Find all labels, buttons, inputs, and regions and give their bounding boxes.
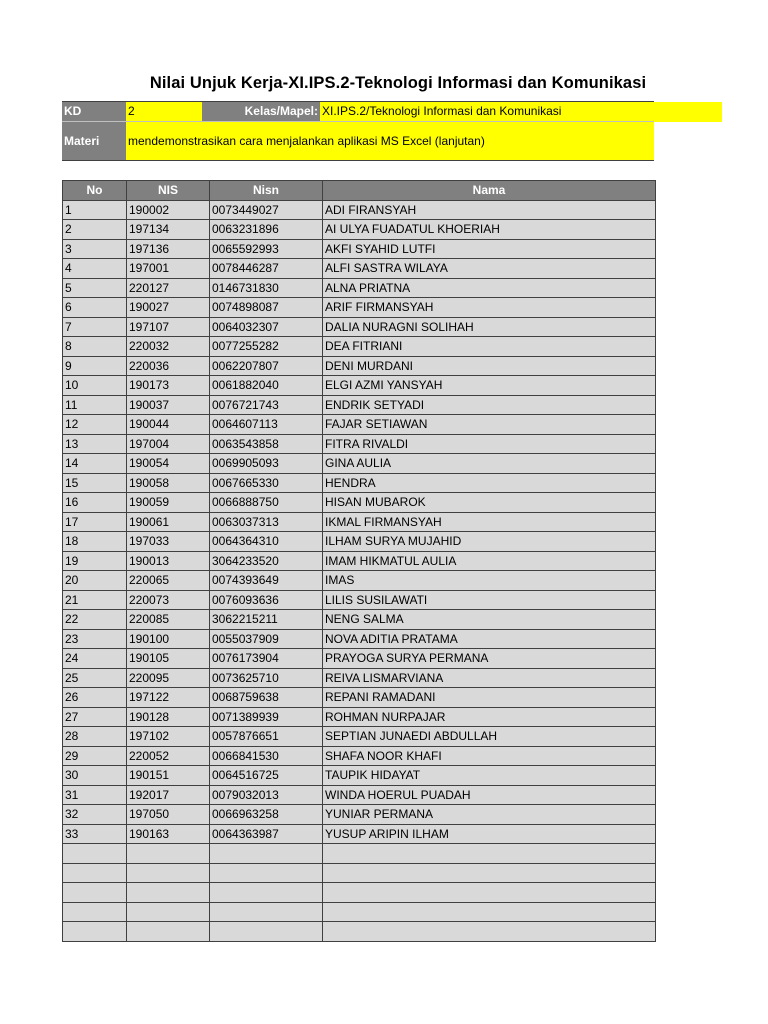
- cell-nama[interactable]: HISAN MUBAROK: [323, 493, 656, 513]
- cell-nisn[interactable]: 0064607113: [210, 415, 323, 435]
- table-row: [63, 863, 656, 883]
- cell-nisn[interactable]: 0063543858: [210, 434, 323, 454]
- cell-nama[interactable]: IMAS: [323, 571, 656, 591]
- table-row: [63, 278, 656, 298]
- cell-no[interactable]: 18: [63, 532, 127, 552]
- table-row: [63, 298, 656, 318]
- cell-no[interactable]: [63, 863, 127, 883]
- cell-no[interactable]: 19: [63, 551, 127, 571]
- cell-nis[interactable]: [127, 883, 210, 903]
- cell-nisn[interactable]: 0055037909: [210, 629, 323, 649]
- cell-nisn[interactable]: 0062207807: [210, 356, 323, 376]
- table-row: [63, 844, 656, 864]
- table-row: [63, 883, 656, 903]
- cell-nisn[interactable]: 0074898087: [210, 298, 323, 318]
- table-row: [63, 395, 656, 415]
- table-row: [63, 727, 656, 747]
- table-row: [63, 493, 656, 513]
- cell-nis[interactable]: 197136: [127, 239, 210, 259]
- column-header-nama[interactable]: Nama: [323, 181, 656, 201]
- cell-no[interactable]: 26: [63, 688, 127, 708]
- cell-nama[interactable]: NOVA ADITIA PRATAMA: [323, 629, 656, 649]
- table-row: [63, 668, 656, 688]
- cell-no[interactable]: [63, 902, 127, 922]
- table-row: [63, 629, 656, 649]
- cell-nisn[interactable]: 0068759638: [210, 688, 323, 708]
- table-row: [63, 454, 656, 474]
- table-row: [63, 688, 656, 708]
- table-row: [63, 259, 656, 279]
- cell-nis[interactable]: [127, 922, 210, 942]
- cell-nis[interactable]: 190151: [127, 766, 210, 786]
- cell-no[interactable]: 13: [63, 434, 127, 454]
- cell-no[interactable]: 12: [63, 415, 127, 435]
- table-row: [63, 746, 656, 766]
- cell-nama[interactable]: YUNIAR PERMANA: [323, 805, 656, 825]
- cell-nis[interactable]: 197001: [127, 259, 210, 279]
- cell-no[interactable]: 6: [63, 298, 127, 318]
- cell-nis[interactable]: 190037: [127, 395, 210, 415]
- cell-no[interactable]: 25: [63, 668, 127, 688]
- cell-nisn[interactable]: 0064516725: [210, 766, 323, 786]
- cell-nisn[interactable]: 0066963258: [210, 805, 323, 825]
- cell-nis[interactable]: [127, 863, 210, 883]
- cell-nis[interactable]: 197033: [127, 532, 210, 552]
- cell-nisn[interactable]: 0079032013: [210, 785, 323, 805]
- cell-nama[interactable]: AI ULYA FUADATUL KHOERIAH: [323, 220, 656, 240]
- cell-nisn[interactable]: 0076173904: [210, 649, 323, 669]
- cell-nama[interactable]: DALIA NURAGNI SOLIHAH: [323, 317, 656, 337]
- cell-nis[interactable]: 197107: [127, 317, 210, 337]
- cell-nisn[interactable]: 0063231896: [210, 220, 323, 240]
- cell-no[interactable]: 22: [63, 610, 127, 630]
- cell-nama[interactable]: GINA AULIA: [323, 454, 656, 474]
- cell-nama[interactable]: REPANI RAMADANI: [323, 688, 656, 708]
- cell-no[interactable]: 16: [63, 493, 127, 513]
- cell-nama[interactable]: HENDRA: [323, 473, 656, 493]
- cell-nisn[interactable]: 0065592993: [210, 239, 323, 259]
- cell-no[interactable]: 29: [63, 746, 127, 766]
- cell-nama[interactable]: ILHAM SURYA MUJAHID: [323, 532, 656, 552]
- cell-nis[interactable]: 220065: [127, 571, 210, 591]
- cell-no[interactable]: 27: [63, 707, 127, 727]
- cell-nis[interactable]: [127, 902, 210, 922]
- cell-nisn[interactable]: 0064363987: [210, 824, 323, 844]
- column-header-nis[interactable]: NIS: [127, 181, 210, 201]
- cell-no[interactable]: [63, 922, 127, 942]
- cell-nisn[interactable]: 0063037313: [210, 512, 323, 532]
- cell-nama[interactable]: DENI MURDANI: [323, 356, 656, 376]
- cell-nis[interactable]: 190013: [127, 551, 210, 571]
- cell-nisn[interactable]: 0064364310: [210, 532, 323, 552]
- cell-nisn[interactable]: 0076093636: [210, 590, 323, 610]
- cell-no[interactable]: 2: [63, 220, 127, 240]
- cell-nisn[interactable]: 0064032307: [210, 317, 323, 337]
- cell-nisn[interactable]: 0078446287: [210, 259, 323, 279]
- cell-nisn[interactable]: 3064233520: [210, 551, 323, 571]
- cell-no[interactable]: 10: [63, 376, 127, 396]
- table-row: [63, 220, 656, 240]
- cell-no[interactable]: 23: [63, 629, 127, 649]
- cell-nis[interactable]: 197004: [127, 434, 210, 454]
- cell-no[interactable]: 15: [63, 473, 127, 493]
- cell-no[interactable]: [63, 883, 127, 903]
- cell-no[interactable]: 17: [63, 512, 127, 532]
- table-row: [63, 707, 656, 727]
- column-header-nisn[interactable]: Nisn: [210, 181, 323, 201]
- cell-nisn[interactable]: [210, 844, 323, 864]
- table-row: [63, 590, 656, 610]
- materi-value[interactable]: mendemonstrasikan cara menjalankan aplikasi MS Excel (lanjutan): [126, 122, 654, 160]
- cell-nisn[interactable]: 0067665330: [210, 473, 323, 493]
- cell-nis[interactable]: 190027: [127, 298, 210, 318]
- cell-no[interactable]: 30: [63, 766, 127, 786]
- table-row: [63, 239, 656, 259]
- cell-nama[interactable]: DEA FITRIANI: [323, 337, 656, 357]
- cell-nama[interactable]: [323, 863, 656, 883]
- table-row: [63, 551, 656, 571]
- cell-no[interactable]: [63, 844, 127, 864]
- cell-nama[interactable]: ALNA PRIATNA: [323, 278, 656, 298]
- cell-nis[interactable]: 220073: [127, 590, 210, 610]
- table-row: [63, 512, 656, 532]
- cell-nis[interactable]: 220085: [127, 610, 210, 630]
- cell-nama[interactable]: ROHMAN NURPAJAR: [323, 707, 656, 727]
- table-row: [63, 337, 656, 357]
- cell-nama[interactable]: LILIS SUSILAWATI: [323, 590, 656, 610]
- cell-no[interactable]: 11: [63, 395, 127, 415]
- cell-nama[interactable]: [323, 902, 656, 922]
- cell-nisn[interactable]: 0057876651: [210, 727, 323, 747]
- table-row: [63, 610, 656, 630]
- cell-no[interactable]: 1: [63, 200, 127, 220]
- cell-nama[interactable]: FAJAR SETIAWAN: [323, 415, 656, 435]
- page-title: Nilai Unjuk Kerja-XI.IPS.2-Teknologi Informasi dan Komunikasi: [149, 74, 647, 92]
- cell-nama[interactable]: WINDA HOERUL PUADAH: [323, 785, 656, 805]
- cell-nisn[interactable]: 0066841530: [210, 746, 323, 766]
- cell-nis[interactable]: 190061: [127, 512, 210, 532]
- cell-nama[interactable]: IKMAL FIRMANSYAH: [323, 512, 656, 532]
- cell-nisn[interactable]: 0077255282: [210, 337, 323, 357]
- cell-nama[interactable]: YUSUP ARIPIN ILHAM: [323, 824, 656, 844]
- cell-nis[interactable]: 190128: [127, 707, 210, 727]
- cell-nisn[interactable]: [210, 922, 323, 942]
- cell-nis[interactable]: 197122: [127, 688, 210, 708]
- cell-nis[interactable]: 190044: [127, 415, 210, 435]
- cell-nis[interactable]: 220095: [127, 668, 210, 688]
- table-row: [63, 649, 656, 669]
- cell-no[interactable]: 24: [63, 649, 127, 669]
- table-row: [63, 473, 656, 493]
- cell-nama[interactable]: SEPTIAN JUNAEDI ABDULLAH: [323, 727, 656, 747]
- cell-nama[interactable]: TAUPIK HIDAYAT: [323, 766, 656, 786]
- cell-nisn[interactable]: [210, 883, 323, 903]
- cell-nis[interactable]: 190163: [127, 824, 210, 844]
- cell-nis[interactable]: 190054: [127, 454, 210, 474]
- table-row: [63, 766, 656, 786]
- header-border-bottom: [62, 160, 654, 161]
- cell-nisn[interactable]: 0073449027: [210, 200, 323, 220]
- table-row: [63, 532, 656, 552]
- cell-no[interactable]: 9: [63, 356, 127, 376]
- column-header-no[interactable]: No: [63, 181, 127, 201]
- cell-nis[interactable]: [127, 844, 210, 864]
- cell-no[interactable]: 28: [63, 727, 127, 747]
- cell-nama[interactable]: [323, 844, 656, 864]
- table-row: [63, 922, 656, 942]
- table-row: [63, 356, 656, 376]
- table-row: [63, 571, 656, 591]
- cell-no[interactable]: 14: [63, 454, 127, 474]
- cell-no[interactable]: 20: [63, 571, 127, 591]
- cell-no[interactable]: 7: [63, 317, 127, 337]
- cell-nis[interactable]: 190059: [127, 493, 210, 513]
- table-row: [63, 200, 656, 220]
- kelas-mapel-value[interactable]: XI.IPS.2/Teknologi Informasi dan Komunikasi: [320, 102, 722, 122]
- cell-nisn[interactable]: 0066888750: [210, 493, 323, 513]
- cell-nisn[interactable]: 0069905093: [210, 454, 323, 474]
- cell-nis[interactable]: 220036: [127, 356, 210, 376]
- materi-label: Materi: [62, 122, 126, 160]
- cell-nama[interactable]: ADI FIRANSYAH: [323, 200, 656, 220]
- kelas-mapel-label: Kelas/Mapel:: [202, 102, 320, 122]
- cell-no[interactable]: 5: [63, 278, 127, 298]
- table-header-row: [63, 181, 656, 201]
- cell-nama[interactable]: ELGI AZMI YANSYAH: [323, 376, 656, 396]
- cell-nama[interactable]: NENG SALMA: [323, 610, 656, 630]
- cell-nis[interactable]: 190173: [127, 376, 210, 396]
- cell-nisn[interactable]: 3062215211: [210, 610, 323, 630]
- table-row: [63, 805, 656, 825]
- cell-nama[interactable]: ENDRIK SETYADI: [323, 395, 656, 415]
- cell-nisn[interactable]: 0074393649: [210, 571, 323, 591]
- cell-nisn[interactable]: 0061882040: [210, 376, 323, 396]
- cell-nama[interactable]: [323, 922, 656, 942]
- cell-no[interactable]: 3: [63, 239, 127, 259]
- cell-no[interactable]: 31: [63, 785, 127, 805]
- cell-nisn[interactable]: 0146731830: [210, 278, 323, 298]
- table-row: [63, 317, 656, 337]
- cell-nis[interactable]: 197134: [127, 220, 210, 240]
- student-table: [62, 180, 656, 942]
- cell-nama[interactable]: ALFI SASTRA WILAYA: [323, 259, 656, 279]
- table-row: [63, 434, 656, 454]
- cell-nis[interactable]: 220127: [127, 278, 210, 298]
- cell-nisn[interactable]: 0073625710: [210, 668, 323, 688]
- cell-no[interactable]: 4: [63, 259, 127, 279]
- cell-nisn[interactable]: 0071389939: [210, 707, 323, 727]
- cell-nama[interactable]: IMAM HIKMATUL AULIA: [323, 551, 656, 571]
- cell-nis[interactable]: 190058: [127, 473, 210, 493]
- cell-nisn[interactable]: 0076721743: [210, 395, 323, 415]
- cell-nama[interactable]: REIVA LISMARVIANA: [323, 668, 656, 688]
- cell-nama[interactable]: PRAYOGA SURYA PERMANA: [323, 649, 656, 669]
- cell-nama[interactable]: AKFI SYAHID LUTFI: [323, 239, 656, 259]
- cell-nama[interactable]: FITRA RIVALDI: [323, 434, 656, 454]
- table-body: [63, 200, 656, 941]
- cell-nama[interactable]: ARIF FIRMANSYAH: [323, 298, 656, 318]
- cell-nis[interactable]: 220052: [127, 746, 210, 766]
- cell-no[interactable]: 8: [63, 337, 127, 357]
- table-row: [63, 824, 656, 844]
- table-row: [63, 902, 656, 922]
- cell-nis[interactable]: 197102: [127, 727, 210, 747]
- cell-nis[interactable]: 190105: [127, 649, 210, 669]
- table-row: [63, 415, 656, 435]
- cell-no[interactable]: 32: [63, 805, 127, 825]
- kd-label: KD: [62, 102, 126, 122]
- table-row: [63, 785, 656, 805]
- cell-nisn[interactable]: [210, 863, 323, 883]
- table-row: [63, 376, 656, 396]
- cell-no[interactable]: 33: [63, 824, 127, 844]
- cell-nis[interactable]: 190002: [127, 200, 210, 220]
- cell-nama[interactable]: SHAFA NOOR KHAFI: [323, 746, 656, 766]
- kd-value[interactable]: 2: [126, 102, 320, 122]
- cell-nis[interactable]: 192017: [127, 785, 210, 805]
- cell-nama[interactable]: [323, 883, 656, 903]
- cell-nis[interactable]: 197050: [127, 805, 210, 825]
- cell-nis[interactable]: 190100: [127, 629, 210, 649]
- cell-no[interactable]: 21: [63, 590, 127, 610]
- cell-nisn[interactable]: [210, 902, 323, 922]
- cell-nis[interactable]: 220032: [127, 337, 210, 357]
